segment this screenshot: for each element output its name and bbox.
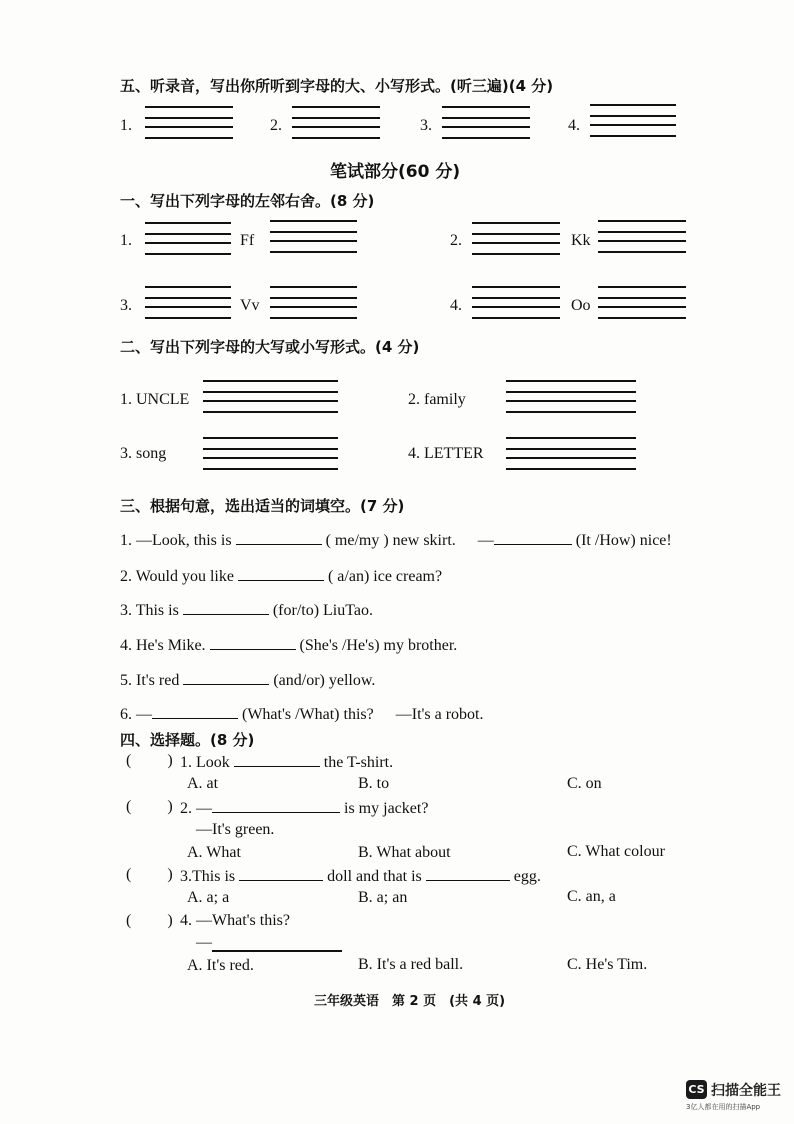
paren-close: ) [167,752,173,769]
question-text: 3. This is [120,602,179,619]
question-row [120,566,442,586]
handwriting-lines[interactable] [472,222,560,254]
paren-open: ( [126,752,132,769]
option-a[interactable]: A. at [187,775,219,792]
answer-blank[interactable] [494,530,572,545]
question-text: —It's a robot. [395,706,484,723]
handwriting-lines[interactable] [292,106,380,138]
section3-title: 三、根据句意，选出适当的词填空。(7 分) [120,497,405,515]
section5-item-1: 1. [120,117,132,134]
reply-text: —It's green. [196,821,275,838]
question-text: 5. It's red [120,672,180,689]
option-b[interactable]: B. It's a red ball. [358,956,464,973]
handwriting-lines[interactable] [203,437,338,469]
question-text: egg. [513,868,541,885]
answer-blank[interactable] [183,670,269,685]
option-b[interactable]: B. What about [358,844,451,861]
answer-blank[interactable] [183,600,269,615]
handwriting-lines[interactable] [203,380,338,412]
question-text: 2. Would you like [120,568,234,585]
answer-blank[interactable] [212,950,342,952]
handwriting-lines[interactable] [270,220,357,252]
written-part-title: 笔试部分(60 分) [330,162,461,182]
paren-open: ( [126,866,132,883]
handwriting-lines[interactable] [598,220,686,252]
option-a[interactable]: A. a; a [187,889,230,906]
question-text: (and/or) yellow. [273,672,376,689]
answer-blank[interactable] [212,798,340,813]
handwriting-lines[interactable] [270,286,357,318]
section2-word: 2. family [408,391,466,408]
question-row [180,798,428,818]
page-footer: 三年级英语 第 2 页 (共 4 页) [314,994,506,1009]
paren-open: ( [126,798,132,815]
question-text: 4. He's Mike. [120,637,206,654]
answer-paren [126,752,173,770]
question-text: 6. — [120,706,152,723]
section2-title: 二、写出下列字母的大写或小写形式。(4 分) [120,338,420,356]
option-c[interactable]: C. What colour [567,843,665,860]
question-row [120,670,375,690]
question-text: 4. —What's this? [180,912,290,929]
handwriting-lines[interactable] [590,104,676,136]
reply-text: — [196,934,212,951]
section1-item-num: 1. [120,232,132,249]
section5-title: 五、听录音，写出你所听到字母的大、小写形式。(听三遍)(4 分) [120,77,554,95]
section1-letter: Ff [240,232,255,249]
question-row [196,934,212,952]
question-row [180,752,393,772]
paren-open: ( [126,912,132,929]
question-text: ( a/an) ice cream? [327,568,443,585]
handwriting-lines[interactable] [472,286,560,318]
answer-paren [126,912,173,930]
answer-blank[interactable] [152,704,238,719]
section2-word: 1. UNCLE [120,391,190,408]
answer-blank[interactable] [236,530,322,545]
camscanner-logo-icon: CS [686,1080,707,1099]
answer-paren [126,798,173,816]
question-text: (for/to) LiuTao. [272,602,374,619]
answer-blank[interactable] [234,752,320,767]
option-b[interactable]: B. to [358,775,390,792]
section1-letter: Vv [240,297,260,314]
section1-letter: Kk [571,232,591,249]
question-text: 2. — [180,800,212,817]
option-c[interactable]: C. an, a [567,888,616,905]
question-row [120,704,484,724]
section5-item-4: 4. [568,117,580,134]
section5-item-2: 2. [270,117,282,134]
section1-title: 一、写出下列字母的左邻右舍。(8 分) [120,192,375,210]
section1-item-num: 2. [450,232,462,249]
question-text: 3.This is [180,868,236,885]
paren-close: ) [167,798,173,815]
answer-blank[interactable] [238,566,324,581]
question-text: 1. —Look, this is [120,532,232,549]
watermark-name: 扫描全能王 [711,1083,781,1099]
option-c[interactable]: C. on [567,775,602,792]
section1-item-num: 4. [450,297,462,314]
section2-word: 3. song [120,445,167,462]
question-row [180,866,541,886]
answer-blank[interactable] [426,866,510,881]
answer-blank[interactable] [239,866,323,881]
section5-item-3: 3. [420,117,432,134]
option-a[interactable]: A. What [187,844,241,861]
question-text: doll and that is [327,868,422,885]
question-text: (It /How) nice! [575,532,672,549]
question-text: the T-shirt. [323,754,394,771]
question-text: (She's /He's) my brother. [299,637,458,654]
watermark-tagline: 3亿人都在用的扫描App [686,1103,761,1111]
question-text: is my jacket? [344,800,429,817]
paren-close: ) [167,912,173,929]
handwriting-lines[interactable] [506,437,636,469]
question-row [120,600,373,620]
handwriting-lines[interactable] [145,106,233,138]
handwriting-lines[interactable] [442,106,530,138]
option-c[interactable]: C. He's Tim. [567,956,648,973]
question-text: — [477,532,494,549]
question-row [120,530,672,550]
question-text: (What's /What) this? [242,706,374,723]
section1-letter: Oo [571,297,591,314]
question-text: 1. Look [180,754,230,771]
handwriting-lines[interactable] [598,286,686,318]
section1-item-num: 3. [120,297,132,314]
handwriting-lines[interactable] [506,380,636,412]
handwriting-lines[interactable] [145,286,231,318]
answer-blank[interactable] [210,635,296,650]
question-row [120,635,457,655]
option-a[interactable]: A. It's red. [187,957,254,974]
paren-close: ) [167,866,173,883]
handwriting-lines[interactable] [145,222,231,254]
section2-word: 4. LETTER [408,445,484,462]
answer-paren [126,866,173,884]
section4-title: 四、选择题。(8 分) [120,731,255,749]
option-b[interactable]: B. a; an [358,889,408,906]
question-text: ( me/my ) new skirt. [325,532,456,549]
